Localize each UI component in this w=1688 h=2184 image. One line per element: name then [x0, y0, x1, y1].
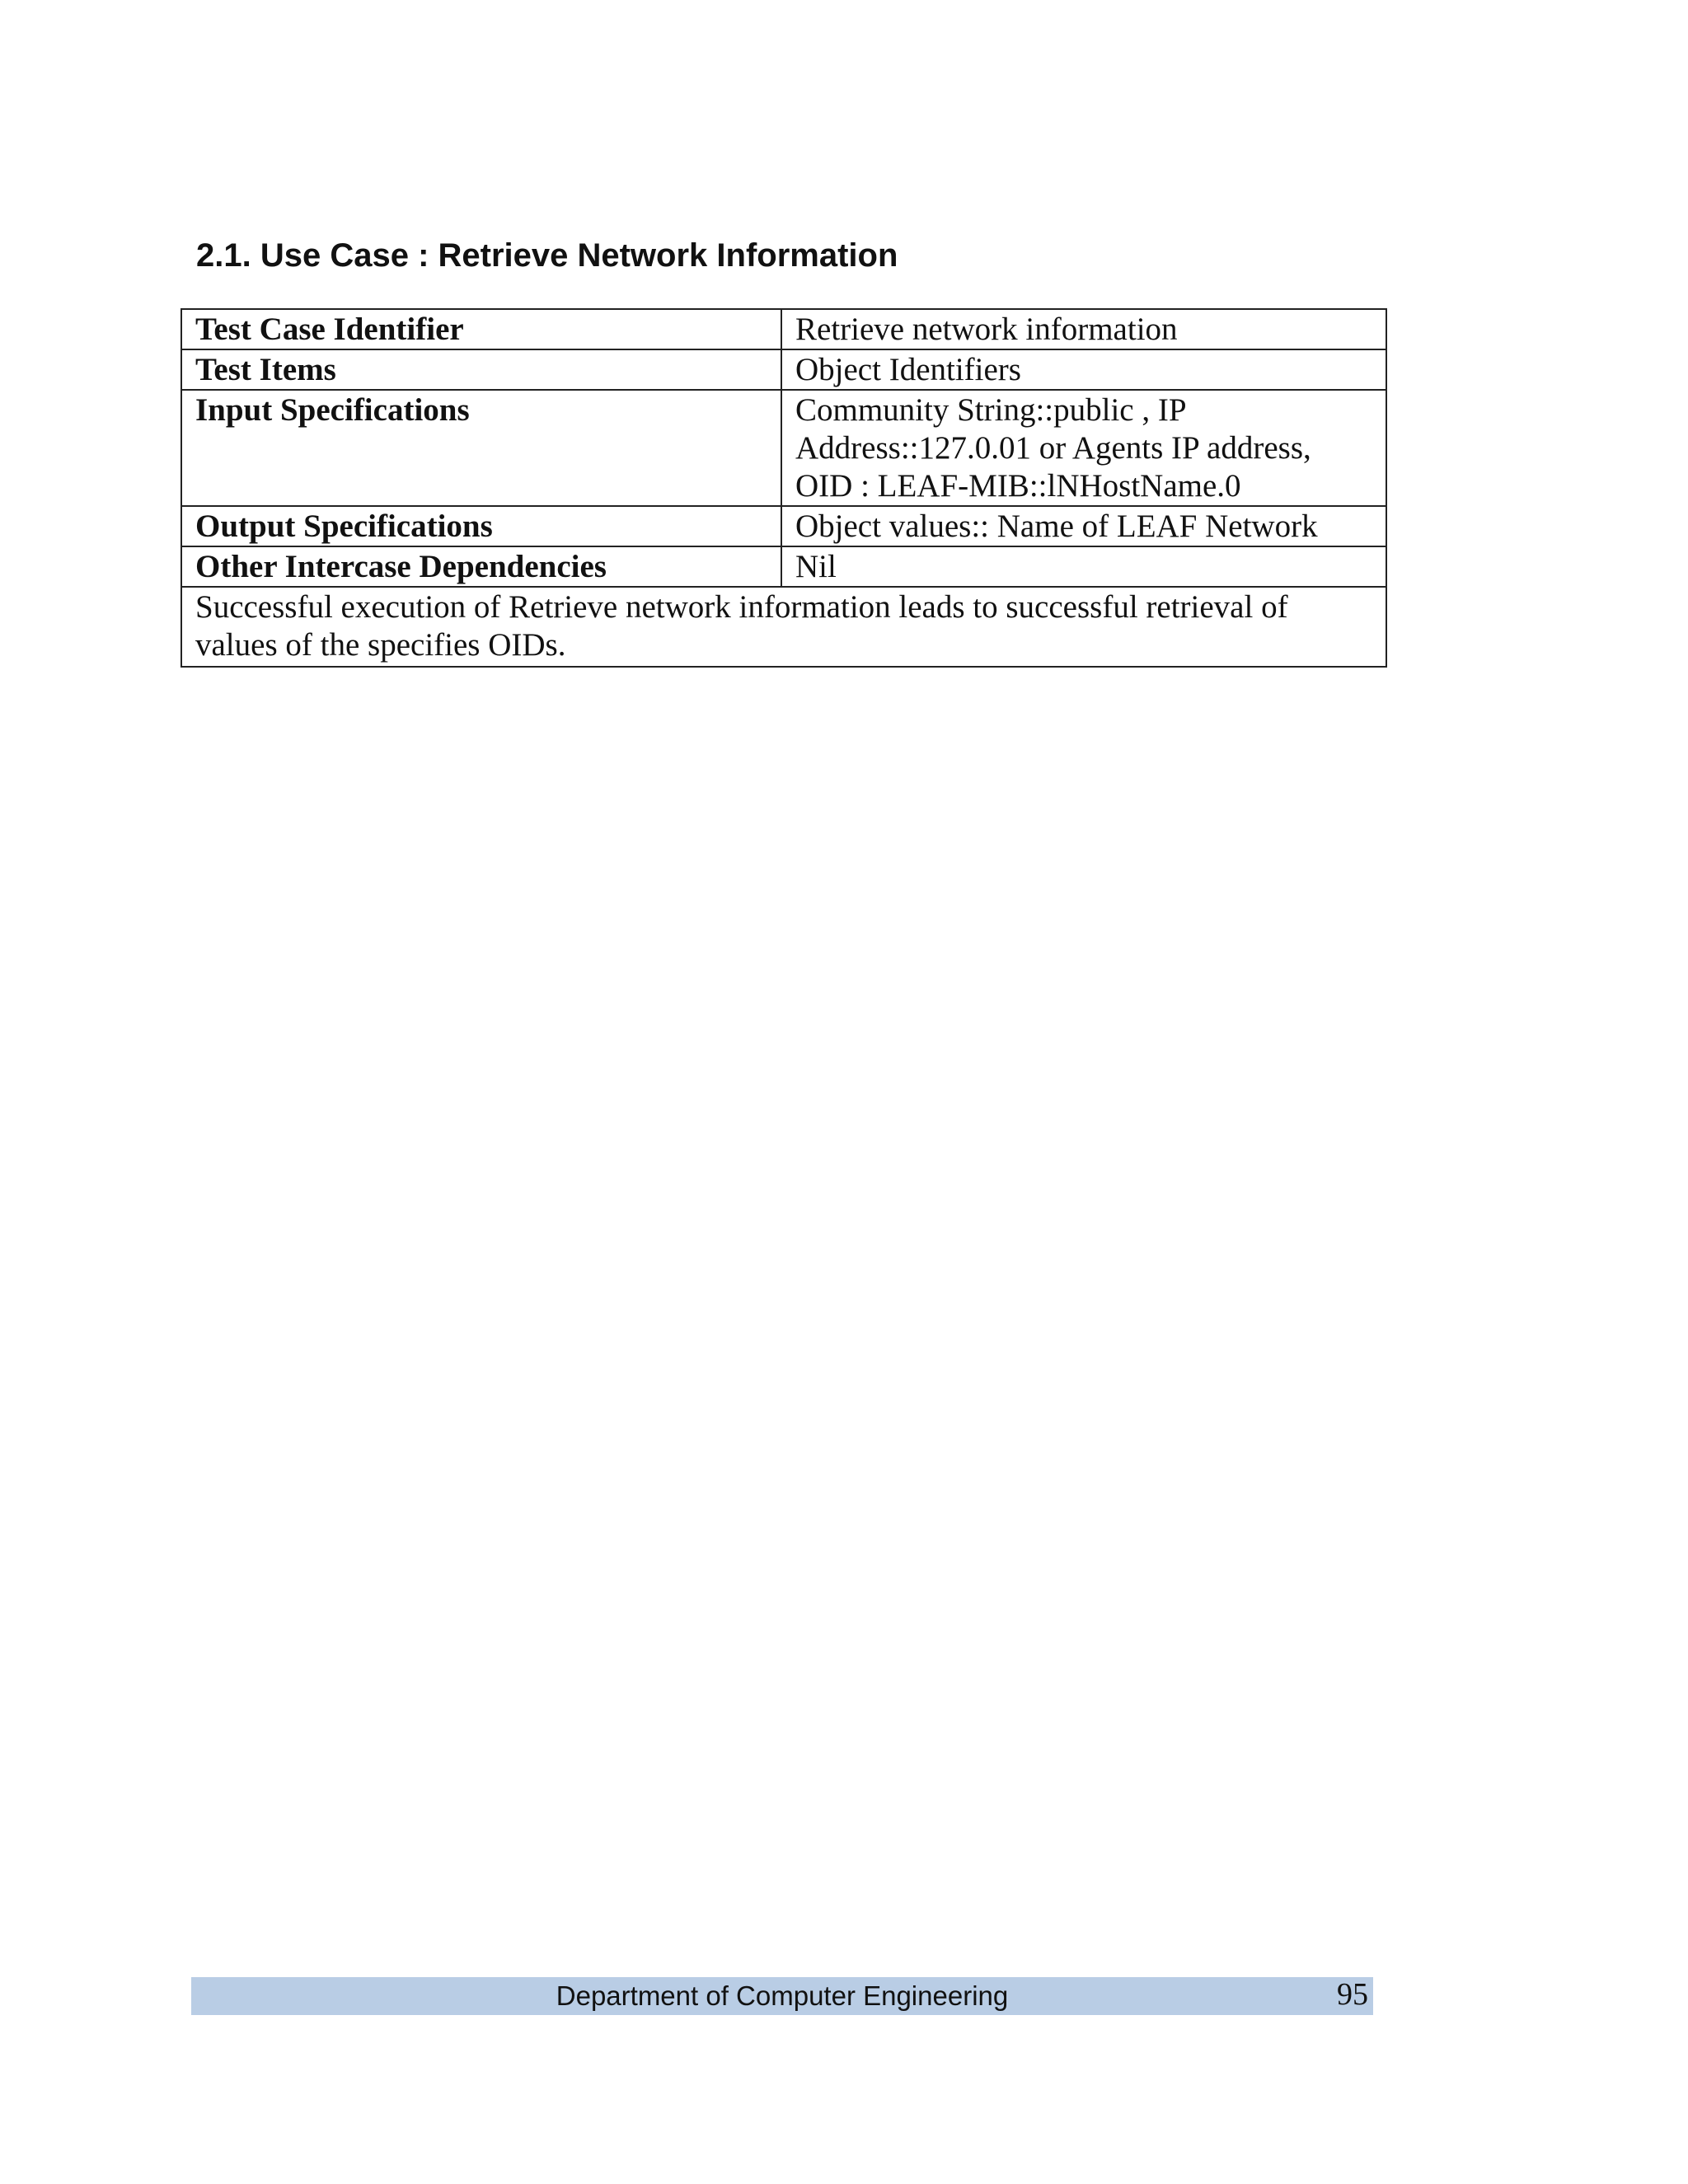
page-number: 95 [1337, 1977, 1368, 2012]
row-label: Test Case Identifier [181, 309, 781, 349]
table-row-output-specifications [181, 506, 1386, 546]
row-label: Input Specifications [181, 390, 781, 506]
section-heading: 2.1. Use Case : Retrieve Network Information [196, 237, 898, 274]
row-value: Object values:: Name of LEAF Network [781, 506, 1386, 546]
footer-department: Department of Computer Engineering [556, 1980, 1009, 2011]
row-value: Community String::public , IP Address::127.0.01 or Agents IP address, OID : LEAF-MIB::lNHostName.0 [781, 390, 1386, 506]
table-row-test-items [181, 349, 1386, 390]
table-row-note [181, 587, 1386, 667]
table-row-input-specifications [181, 390, 1386, 506]
row-label: Test Items [181, 349, 781, 390]
row-value: Object Identifiers [781, 349, 1386, 390]
row-label: Output Specifications [181, 506, 781, 546]
row-value: Retrieve network information [781, 309, 1386, 349]
table-note: Successful execution of Retrieve network information leads to successful retrieval of values of the specifies OIDs. [181, 587, 1386, 667]
test-case-table [181, 308, 1387, 668]
row-label: Other Intercase Dependencies [181, 546, 781, 587]
table-row-other-intercase-dependencies [181, 546, 1386, 587]
table-row-test-case-identifier [181, 309, 1386, 349]
row-value: Nil [781, 546, 1386, 587]
page-footer [191, 1977, 1373, 2015]
